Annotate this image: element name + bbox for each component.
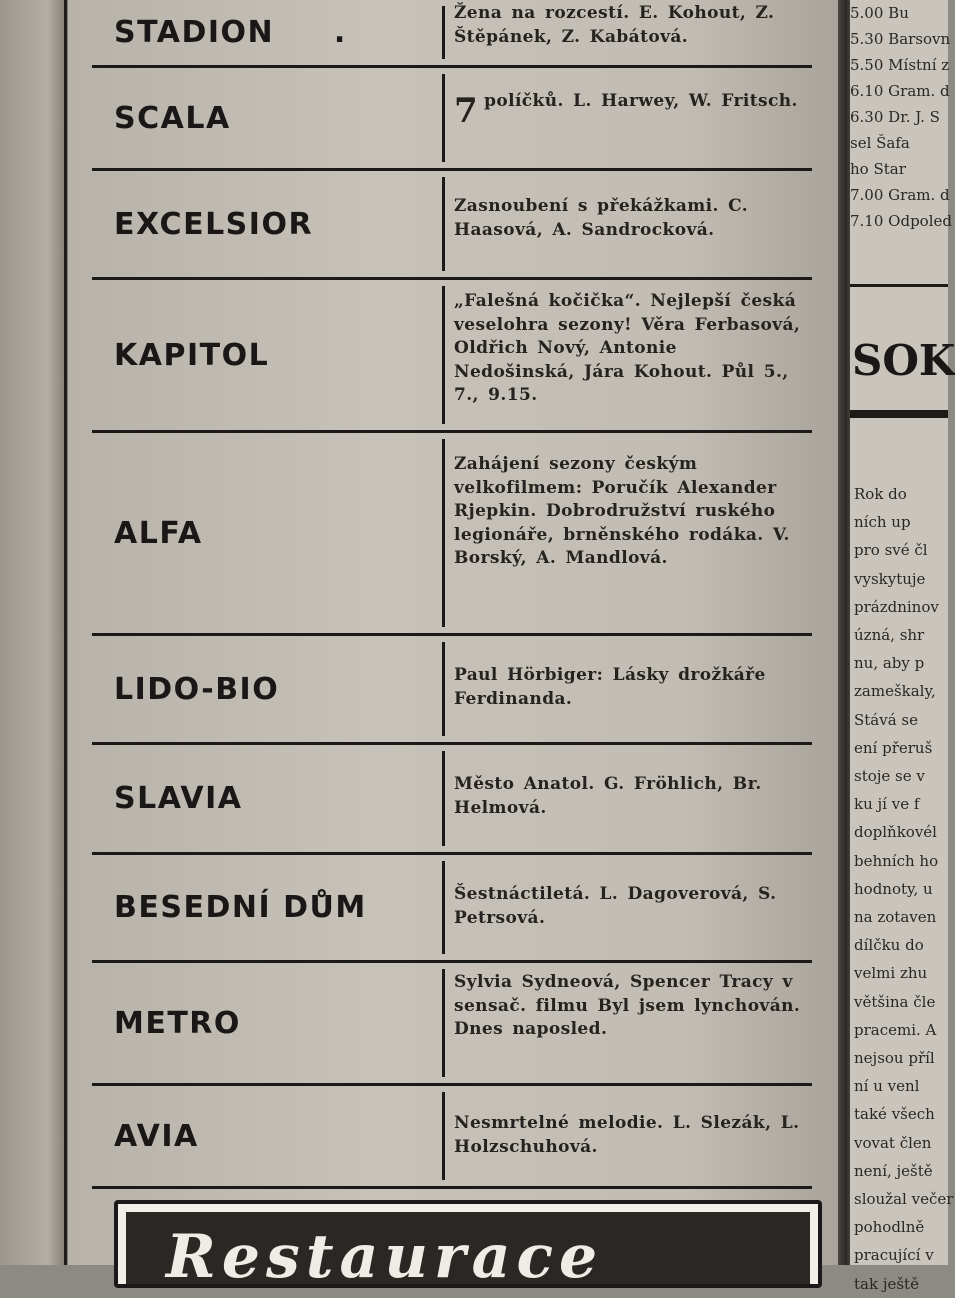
- cinema-row: [92, 745, 812, 855]
- text-line: většina čle: [854, 992, 936, 1011]
- column-divider: [442, 861, 445, 954]
- text-line: Rok do: [854, 485, 907, 503]
- text-line: 6.10 Gram. d: [850, 82, 950, 100]
- radio-schedule-column: [850, 0, 952, 234]
- column-divider: [442, 74, 445, 162]
- film-description: Šestnáctiletá. L. Dagoverová, S. Petrsová.: [454, 884, 777, 928]
- film-description: Sylvia Sydneová, Spencer Tracy v sensač. filmu Byl jsem lynchován. Dnes naposled.: [454, 972, 801, 1039]
- column-divider: [442, 1092, 445, 1180]
- cinema-row: [92, 171, 812, 280]
- column-divider: [442, 286, 445, 424]
- text-line: 7.10 Odpoled: [850, 212, 952, 230]
- text-line: ní u venl: [854, 1077, 920, 1096]
- text-line: nejsou příl: [854, 1049, 935, 1068]
- left-page-margin: [0, 0, 68, 1265]
- section-rule: [850, 284, 948, 287]
- text-line: úzná, shr: [854, 626, 925, 645]
- text-line: pracemi. A: [854, 1020, 937, 1039]
- film-description: Zasnoubení s překážkami. C. Haasová, A. Sandrocková.: [454, 196, 749, 240]
- text-line: 7.00 Gram. d: [850, 186, 950, 204]
- text-line: stoje se v: [854, 767, 925, 786]
- text-line: 5.30 Barsovn: [850, 30, 951, 48]
- text-line: sloužal večer: [854, 1190, 954, 1209]
- film-description: Žena na rozcestí. E. Kohout, Z. Štěpánek, Z. Kabátová.: [454, 3, 775, 47]
- cinema-name: SCALA: [114, 100, 231, 136]
- cinema-name: KAPITOL: [114, 337, 270, 373]
- text-line: hodnoty, u: [854, 879, 933, 898]
- text-line: dílčku do: [854, 936, 924, 955]
- text-line: pohodlně: [854, 1218, 925, 1237]
- text-line: 5.00 Bu: [850, 4, 909, 22]
- text-line: 6.30 Dr. J. S: [850, 108, 940, 126]
- column-divider: [442, 6, 445, 59]
- column-divider: [442, 177, 445, 271]
- cinema-row: [92, 68, 812, 171]
- text-line: ení přeruš: [854, 738, 933, 757]
- text-line: 5.50 Místní z: [850, 56, 950, 74]
- cinema-row: [92, 963, 812, 1086]
- text-line: doplňkovél: [854, 823, 937, 842]
- cinema-row: [92, 636, 812, 745]
- text-line: nu, aby p: [854, 654, 925, 673]
- left-border-rule: [64, 0, 67, 1265]
- column-divider: [442, 439, 445, 627]
- cinema-name: ALFA: [114, 515, 203, 551]
- text-line: ho Star: [850, 160, 906, 178]
- column-divider: [442, 969, 445, 1077]
- column-divider: [442, 642, 445, 736]
- cinema-name: BESEDNÍ DŮM: [114, 890, 367, 925]
- cinema-row: [92, 280, 812, 433]
- text-line: také všech: [854, 1105, 935, 1124]
- text-line: pro své čl: [854, 541, 928, 560]
- film-description: Zahájení sezony českým velkofilmem: Poručík Alexander Rjepkin. Dobrodružství ruského legionáře, brněnského rodáka. V. Borský, A. Mandlová.: [454, 454, 790, 568]
- film-title-digit: 7: [454, 91, 479, 131]
- text-line: sel Šafa: [850, 134, 910, 152]
- text-line: zameškaly,: [854, 682, 936, 701]
- film-description: Paul Hörbiger: Lásky drožkáře Ferdinanda.: [454, 665, 766, 709]
- film-description: Nesmrtelné melodie. L. Slezák, L. Holzschuhová.: [454, 1113, 800, 1157]
- text-line: na zotaven: [854, 908, 937, 927]
- banner-dark-panel: [126, 1212, 810, 1292]
- text-line: není, ještě: [854, 1161, 933, 1180]
- cinema-row: [92, 433, 812, 636]
- text-line: pracující v: [854, 1246, 934, 1265]
- cinema-name: EXCELSIOR: [114, 206, 314, 242]
- text-line: ku jí ve f: [854, 795, 920, 814]
- cinema-row: [92, 1086, 812, 1189]
- text-line: ních up: [854, 513, 911, 532]
- text-line: tak ještě: [854, 1274, 919, 1293]
- cinema-name: AVIA: [114, 1118, 199, 1154]
- film-description: 7 políčků. L. Harwey, W. Fritsch.: [454, 91, 798, 131]
- section-heading: SOK: [852, 336, 955, 385]
- cinema-name: STADION .: [114, 15, 347, 50]
- article-body-column: [854, 480, 952, 1298]
- text-line: vovat člen: [854, 1133, 932, 1152]
- restaurant-advertisement-banner: [114, 1200, 822, 1292]
- heading-underline: [850, 410, 948, 418]
- film-description: „Falešná kočička“. Nejlepší česká veselohra sezony! Věra Ferbasová, Oldřich Nový, Antonie Nedošinská, Jára Kohout. Půl 5., 7., 9.15.: [454, 291, 801, 405]
- text-line: behních ho: [854, 851, 939, 870]
- cinema-name: SLAVIA: [114, 781, 243, 816]
- cinema-row: [92, 855, 812, 963]
- right-adjacent-page: [850, 0, 955, 1293]
- text-line: velmi zhu: [854, 964, 928, 983]
- text-line: vyskytuje: [854, 569, 926, 588]
- cinema-name: METRO: [114, 1005, 241, 1041]
- column-divider: [442, 751, 445, 846]
- text-line: Stává se: [854, 710, 919, 729]
- text-line: prázdninov: [854, 597, 939, 616]
- cinema-row: [92, 0, 812, 68]
- film-description: Město Anatol. G. Fröhlich, Br. Helmová.: [454, 774, 762, 818]
- cinema-name: LIDO-BIO: [114, 671, 280, 707]
- banner-title: Restaurace: [166, 1222, 604, 1292]
